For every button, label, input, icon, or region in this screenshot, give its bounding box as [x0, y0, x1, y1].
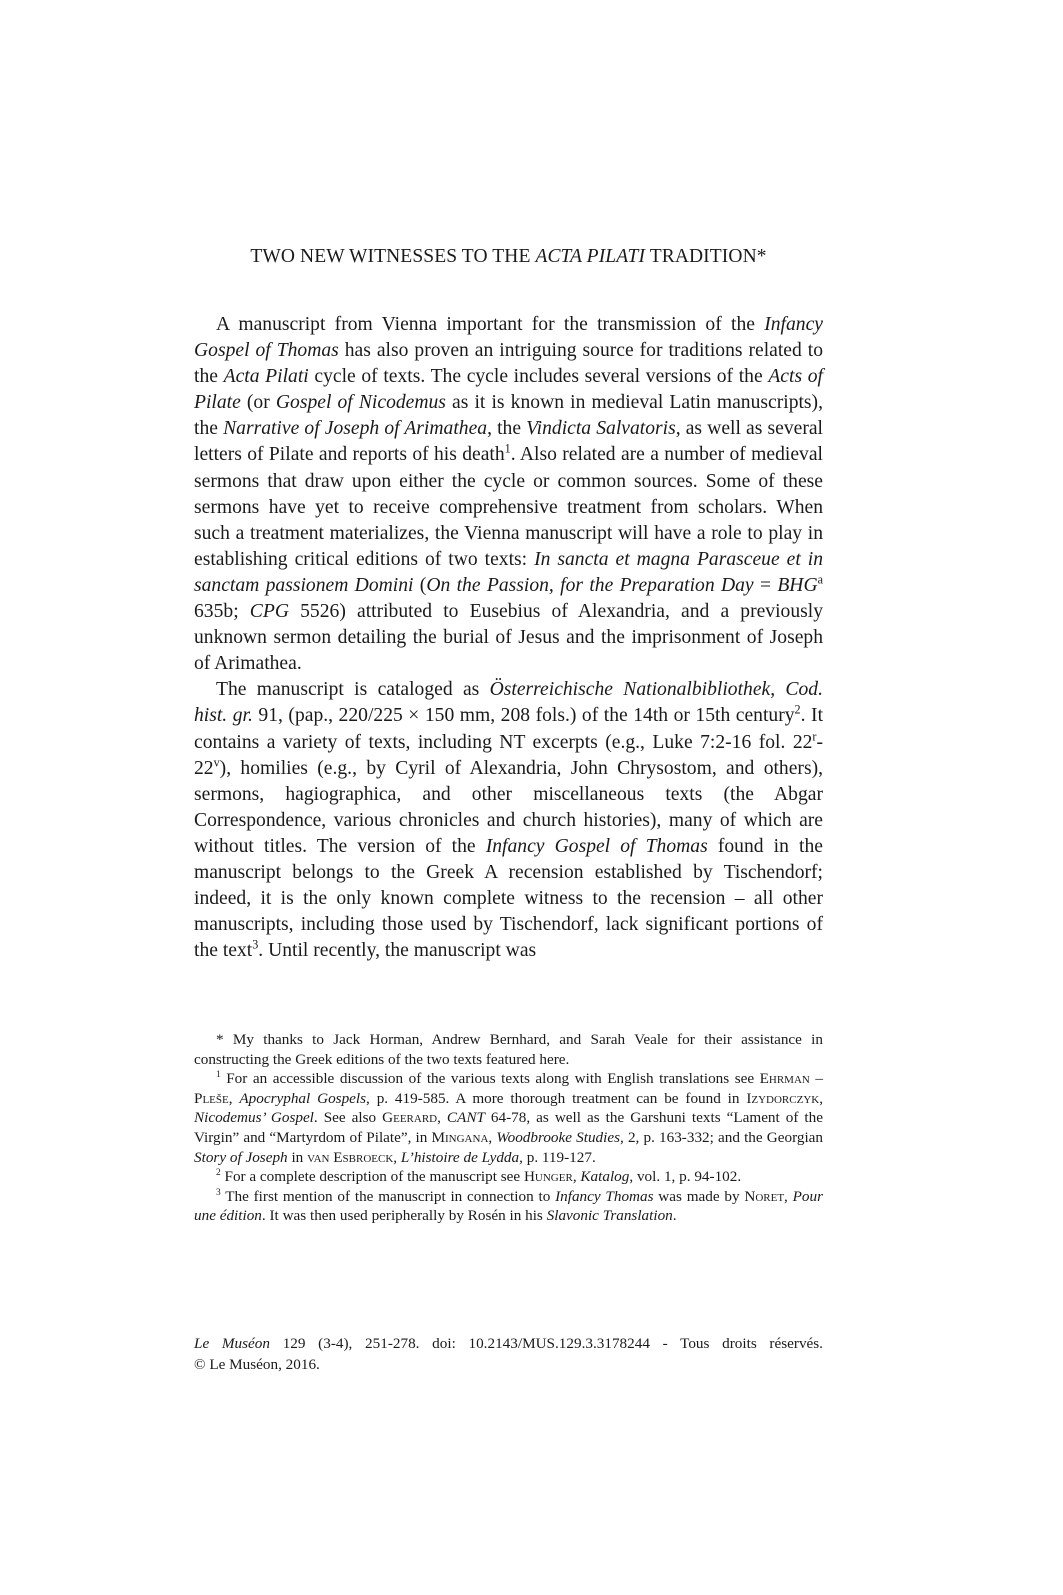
italic-title: Narrative of Joseph of Arimathea — [223, 418, 488, 440]
text: For an accessible discussion of the various texts along with English translations see — [220, 1070, 760, 1088]
text: My thanks to Jack Horman, Andrew Bernhard, and Sarah Veale for their assistance in constructing the Greek editions of the two texts featured here. — [194, 1031, 823, 1068]
text: 635b; — [194, 601, 250, 623]
italic-title: Story of Joseph — [194, 1148, 288, 1166]
author-name: Izydorczyk — [746, 1089, 820, 1107]
text: was made by — [653, 1187, 745, 1205]
text: , — [437, 1109, 447, 1127]
italic-title: Pour une édition — [194, 1187, 824, 1225]
copyright-line: © Le Muséon, 2016. — [194, 1356, 320, 1373]
footnote-ref-3[interactable]: 3 — [252, 937, 259, 952]
italic-title: Acts of Pilate — [194, 366, 823, 414]
author-name: Ehrman – Pleše — [194, 1070, 823, 1107]
italic-title: Katalog — [580, 1168, 630, 1186]
citation-text: 129 (3-4), 251-278. doi: 10.2143/MUS.129.3.3178244 - Tous droits réservés. — [269, 1335, 823, 1352]
text: The first mention of the manuscript in connection to — [220, 1187, 556, 1205]
text: , p. 419-585. A more thorough treatment can be found in — [366, 1089, 747, 1107]
text: , — [784, 1187, 793, 1205]
text: 2, p. 163-332; and the Georgian — [623, 1128, 824, 1146]
footnote-2 — [194, 1167, 823, 1187]
paragraph-2 — [194, 677, 823, 964]
italic-abbrev: CPG — [249, 601, 289, 623]
article-title — [194, 246, 823, 268]
italic-title: CANT — [446, 1109, 485, 1127]
italic-title: Woodbrooke Studies, — [496, 1128, 624, 1146]
footnote-mark: 2 — [216, 1168, 221, 1179]
italic-title: Österreichische Nationalbibliothek, Cod. hist. gr. — [194, 679, 823, 727]
text: , — [819, 1089, 824, 1107]
text: . See also — [313, 1109, 383, 1127]
italic-title: Infancy Gospel of Thomas — [485, 835, 708, 857]
text: , as well as several letters of Pilate and reports of his death — [194, 418, 823, 466]
text: found in the manuscript belongs to the Greek A recension established by Tischendorf; indeed, it is the only known complete witness to the recension – all other manuscripts, including those used by Tischendorf, lack significant portions of the text — [194, 835, 823, 962]
text: . Until recently, the manuscript was — [258, 940, 537, 962]
paragraph-1 — [194, 312, 823, 677]
author-name: Noret — [744, 1187, 785, 1205]
text: , the — [487, 418, 527, 440]
text: . It was then used peripherally by Rosén in his — [261, 1207, 547, 1225]
footnote-3 — [194, 1187, 823, 1226]
title-text: TWO NEW WITNESSES TO THE — [250, 246, 536, 267]
text: , — [393, 1148, 401, 1166]
italic-title: Slavonic Translation — [546, 1207, 673, 1225]
italic-title: L’histoire de Lydda — [400, 1148, 520, 1166]
author-name: Geerard — [382, 1109, 438, 1127]
italic-title: Apocryphal Gospels — [239, 1089, 367, 1107]
text: in — [287, 1148, 308, 1166]
italic-title: Infancy Gospel of Thomas — [194, 314, 823, 362]
text: = — [753, 574, 778, 596]
superscript: v — [213, 755, 220, 770]
text: The manuscript is cataloged as — [216, 679, 490, 701]
title-italic: ACTA PILATI — [535, 246, 646, 267]
text: For a complete description of the manuscript see — [220, 1168, 524, 1186]
footnotes — [194, 1030, 823, 1226]
text: 91, (pap., 220/225 × 150 mm, 208 fols.) of the 14th or 15th century — [252, 705, 795, 727]
italic-title: Gospel of Nicodemus — [275, 392, 446, 414]
italic-title: Infancy Thomas — [555, 1187, 654, 1205]
text: has also proven an intriguing source for traditions related to the — [194, 340, 823, 388]
italic-title: Vindicta Salvatoris — [526, 418, 676, 440]
footnote-star — [194, 1030, 823, 1069]
text: , — [572, 1168, 581, 1186]
text: . — [672, 1207, 677, 1225]
superscript: a — [817, 572, 823, 587]
italic-title: On the Passion, for the Preparation Day — [426, 574, 754, 596]
journal-name: Le Muséon — [194, 1335, 270, 1352]
author-name: Hunger — [523, 1168, 573, 1186]
page-footer — [194, 1333, 823, 1375]
text: , — [488, 1128, 497, 1146]
citation-line — [194, 1333, 823, 1354]
italic-title: Nicodemus’ Gospel — [194, 1109, 314, 1127]
italic-title: In sancta et magna Parasceue et in sanctam passionem Domini — [194, 548, 823, 596]
superscript: r — [812, 728, 817, 743]
text: . Also related are a number of medieval sermons that draw upon either the cycle or common sources. Some of these sermons have yet to receive comprehensive treatment from scholars. When such a treatment materializes, the Vienna manuscript will have a role to play in establishing critical editions of two texts: — [194, 444, 823, 570]
article-body — [194, 312, 823, 964]
footnote-ref-1[interactable]: 1 — [504, 441, 511, 456]
text: ), homilies (e.g., by Cyril of Alexandria, John Chrysostom, and others), sermons, hagiographica, and other miscellaneous texts (the Abgar Correspondence, various chronicles and church histories), many of which are without titles. The version of the — [194, 757, 823, 857]
text: -22 — [194, 731, 823, 779]
italic-title: Acta Pilati — [223, 366, 309, 388]
footnote-mark: 1 — [216, 1070, 221, 1081]
italic-abbrev: BHG — [777, 574, 818, 596]
text: ( — [413, 574, 427, 596]
footnote-mark: 3 — [216, 1187, 221, 1198]
footnote-ref-2[interactable]: 2 — [794, 702, 801, 717]
footnote-1 — [194, 1069, 823, 1167]
author-name: van Esbroeck — [307, 1148, 394, 1166]
text: , — [228, 1089, 240, 1107]
text: as it is known in medieval Latin manuscripts), the — [194, 392, 823, 440]
text: 64-78, as well as the Garshuni texts “Lament of the Virgin” and “Martyrdom of Pilate”, in — [194, 1109, 823, 1146]
text: . It contains a variety of texts, including NT excerpts (e.g., Luke 7:2-16 fol. 22 — [194, 705, 824, 753]
text: 5526) attributed to Eusebius of Alexandria, and a previously unknown sermon detailing the burial of Jesus and the imprisonment of Joseph of Arimathea. — [194, 601, 824, 675]
text: , vol. 1, p. 94-102. — [629, 1168, 742, 1186]
author-name: Mingana — [431, 1128, 489, 1146]
title-text-end: TRADITION* — [645, 246, 767, 267]
footnote-mark: * — [216, 1031, 224, 1048]
text: cycle of texts. The cycle includes several versions of the — [308, 366, 769, 388]
text: , p. 119-127. — [519, 1148, 596, 1166]
text: (or — [240, 392, 276, 414]
text: A manuscript from Vienna important for the transmission of the — [216, 314, 765, 335]
